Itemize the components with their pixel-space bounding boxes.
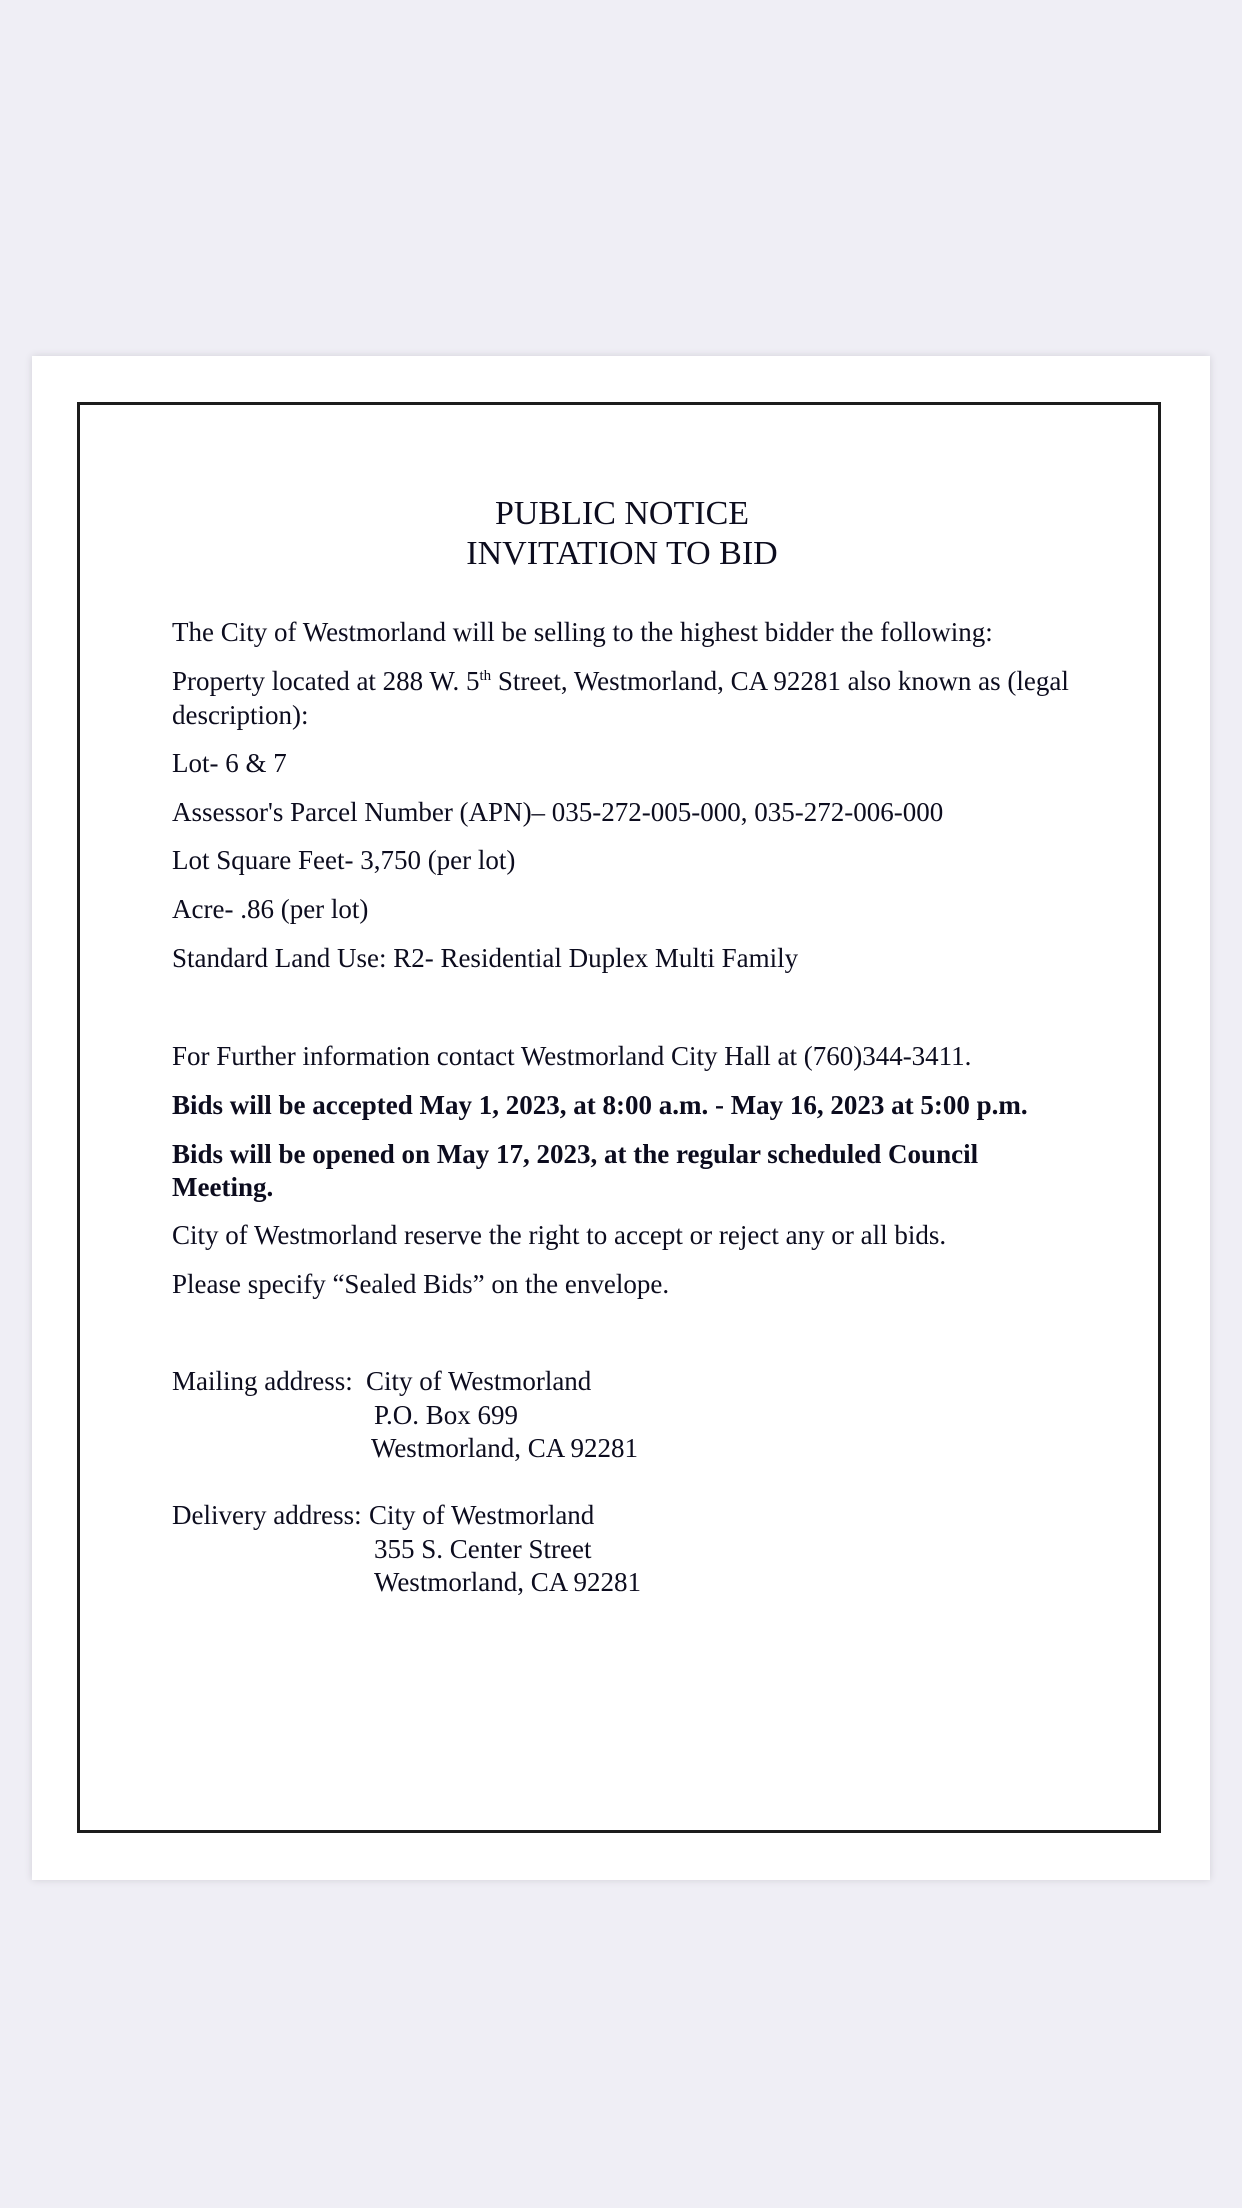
delivery-address-line2: 355 S. Center Street — [374, 1534, 592, 1564]
reserve-right: City of Westmorland reserve the right to accept or reject any or all bids. — [172, 1220, 947, 1250]
mailing-address-line3: Westmorland, CA 92281 — [371, 1433, 639, 1463]
mailing-address-label: Mailing address: — [172, 1366, 353, 1396]
land-use: Standard Land Use: R2- Residential Duplex Multi Family — [172, 943, 799, 973]
delivery-address-line1: City of Westmorland — [369, 1500, 595, 1530]
intro-text: The City of Westmorland will be selling to the highest bidder the following: — [172, 617, 993, 647]
bids-opened-cont: Meeting. — [172, 1172, 274, 1202]
property-superscript: th — [479, 668, 492, 684]
contact-info: For Further information contact Westmorland City Hall at (760)344-3411. — [172, 1041, 972, 1071]
notice-border — [77, 402, 1161, 1833]
property-suffix: Street, Westmorland, CA 92281 also known as (legal — [491, 666, 1069, 696]
title-invitation-to-bid: INVITATION TO BID — [466, 535, 778, 572]
property-prefix: Property located at 288 W. 5 — [172, 666, 480, 696]
apn-numbers: Assessor's Parcel Number (APN)– 035-272-005-000, 035-272-006-000 — [172, 797, 944, 827]
document-page — [32, 356, 1210, 1880]
title-public-notice: PUBLIC NOTICE — [494, 495, 750, 532]
mailing-address-line2: P.O. Box 699 — [374, 1400, 519, 1430]
property-location-cont: description): — [172, 700, 309, 730]
sealed-bids-note: Please specify “Sealed Bids” on the envelope. — [172, 1269, 670, 1299]
bids-opened: Bids will be opened on May 17, 2023, at the regular scheduled Council — [172, 1139, 979, 1169]
lot-square-feet: Lot Square Feet- 3,750 (per lot) — [172, 845, 516, 875]
acreage: Acre- .86 (per lot) — [172, 894, 369, 924]
bids-accepted: Bids will be accepted May 1, 2023, at 8:00 a.m. - May 16, 2023 at 5:00 p.m. — [172, 1090, 1028, 1120]
lot-numbers: Lot- 6 & 7 — [172, 748, 287, 778]
mailing-address-line1: City of Westmorland — [366, 1366, 592, 1396]
property-location — [172, 664, 1069, 698]
delivery-address-label: Delivery address: — [172, 1500, 362, 1530]
delivery-address-line3: Westmorland, CA 92281 — [374, 1567, 642, 1597]
